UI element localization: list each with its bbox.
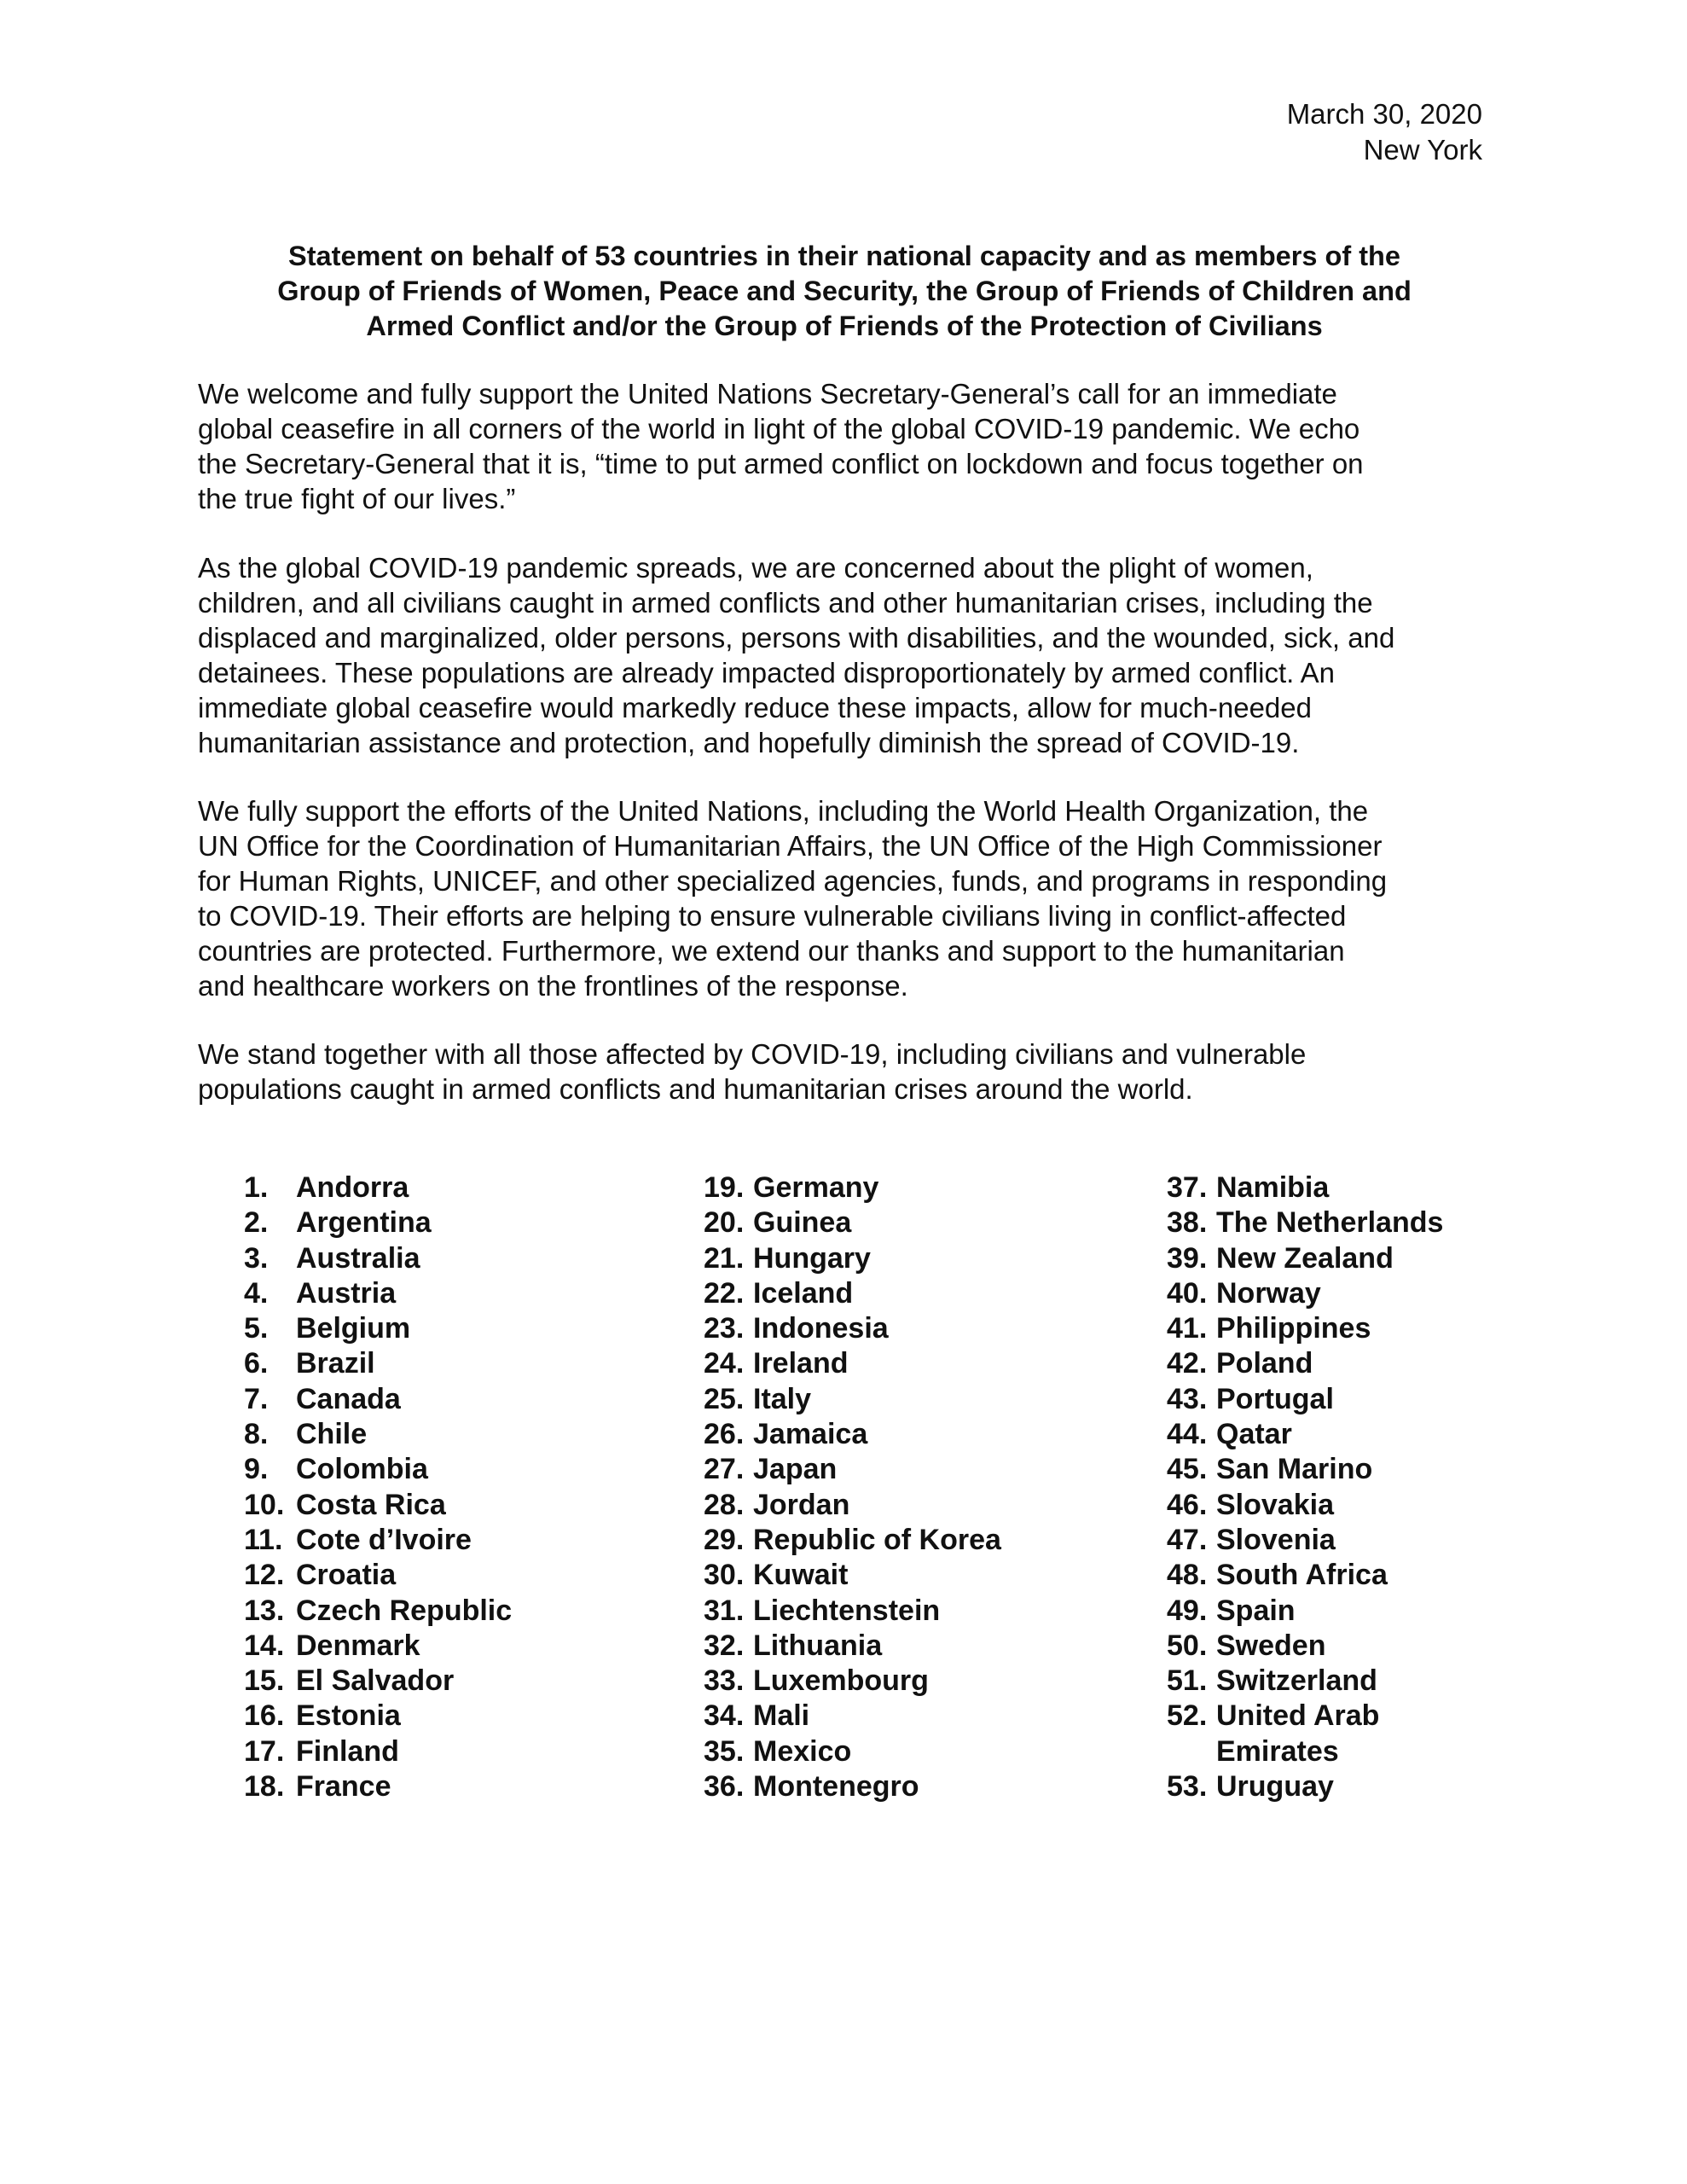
country-number: 34.	[704, 1699, 745, 1733]
paragraph-line: As the global COVID-19 pandemic spreads, we are concerned about the plight of women,	[198, 552, 1313, 584]
paragraph-line: immediate global ceasefire would markedly reduce these impacts, allow for much-needed	[198, 692, 1312, 723]
country-name-continuation: Emirates	[1216, 1734, 1339, 1768]
country-number: 3.	[244, 1241, 269, 1275]
country-name: Switzerland	[1216, 1664, 1377, 1698]
country-list-item	[244, 1205, 512, 1240]
country-number: 15.	[244, 1664, 285, 1698]
paragraph-line: We welcome and fully support the United Nations Secretary-General’s call for an immediate	[198, 378, 1337, 410]
country-number: 5.	[244, 1312, 269, 1345]
country-number: 38.	[1167, 1206, 1208, 1240]
country-number: 25.	[704, 1382, 745, 1415]
country-list-item	[1167, 1382, 1443, 1417]
date: March 30, 2020	[1286, 98, 1482, 130]
country-list-item	[1167, 1276, 1443, 1311]
country-list-item	[1167, 1664, 1443, 1699]
country-number: 40.	[1167, 1276, 1208, 1310]
country-name: Sweden	[1216, 1629, 1326, 1662]
country-name: Uruguay	[1216, 1770, 1334, 1804]
paragraph-line: humanitarian assistance and protection, and hopefully diminish the spread of COVID-19.	[198, 727, 1300, 758]
country-name: Liechtenstein	[753, 1594, 941, 1627]
country-number: 9.	[244, 1453, 269, 1486]
paragraph-line: UN Office for the Coordination of Humanitarian Affairs, the UN Office of the High Commissioner	[198, 830, 1383, 862]
country-number: 11.	[244, 1523, 283, 1556]
country-name: Czech Republic	[296, 1594, 513, 1627]
country-number: 16.	[244, 1699, 285, 1733]
country-name: Austria	[296, 1276, 397, 1310]
country-list-item	[244, 1488, 512, 1523]
country-list-item	[244, 1769, 512, 1804]
country-number: 49.	[1167, 1594, 1208, 1627]
country-name: Brazil	[296, 1347, 375, 1380]
country-list-item	[1167, 1558, 1443, 1593]
country-list-item	[704, 1382, 1001, 1417]
paragraph-line: populations caught in armed conflicts and humanitarian crises around the world.	[198, 1073, 1193, 1105]
paragraph-4	[198, 1037, 1511, 1107]
paragraph-line: We stand together with all those affected by COVID-19, including civilians and vulnerable	[198, 1038, 1307, 1070]
country-number: 36.	[704, 1770, 745, 1804]
country-number: 22.	[704, 1276, 745, 1310]
country-name: United Arab	[1216, 1699, 1380, 1733]
country-number: 8.	[244, 1418, 269, 1451]
country-name: Portugal	[1216, 1382, 1334, 1415]
country-list-item	[1167, 1311, 1443, 1346]
country-number: 51.	[1167, 1664, 1208, 1698]
country-list-item	[704, 1594, 1001, 1629]
country-list-item	[1167, 1699, 1443, 1734]
country-list-item	[244, 1699, 512, 1734]
country-name: Belgium	[296, 1312, 411, 1345]
country-name: Croatia	[296, 1559, 397, 1592]
country-list-item	[244, 1452, 512, 1487]
country-list-item	[244, 1311, 512, 1346]
country-name: Costa Rica	[296, 1488, 446, 1521]
country-list-item	[1167, 1523, 1443, 1558]
country-list-item	[1167, 1346, 1443, 1381]
country-name: Jordan	[753, 1488, 850, 1521]
country-name: Cote d’Ivoire	[296, 1523, 472, 1556]
paragraph-line: and healthcare workers on the frontlines of the response.	[198, 970, 908, 1002]
country-number: 46.	[1167, 1488, 1208, 1521]
country-number: 13.	[244, 1594, 285, 1627]
country-number: 17.	[244, 1734, 285, 1768]
country-name: Philippines	[1216, 1312, 1371, 1345]
country-list-item	[704, 1523, 1001, 1558]
country-name: Qatar	[1216, 1418, 1292, 1451]
country-name: Germany	[753, 1171, 879, 1204]
country-name: Montenegro	[753, 1770, 919, 1804]
country-number: 45.	[1167, 1453, 1208, 1486]
paragraph-line: We fully support the efforts of the United Nations, including the World Health Organization, the	[198, 795, 1369, 827]
country-list-item	[704, 1629, 1001, 1664]
country-list-item	[1167, 1452, 1443, 1487]
country-list-item	[1167, 1629, 1443, 1664]
country-name: San Marino	[1216, 1453, 1373, 1486]
paragraph-line: children, and all civilians caught in armed conflicts and other humanitarian crises, including the	[198, 587, 1373, 619]
country-name: Poland	[1216, 1347, 1313, 1380]
country-number: 21.	[704, 1241, 745, 1275]
country-number: 29.	[704, 1523, 745, 1556]
country-list-item	[1167, 1417, 1443, 1452]
country-name: Mexico	[753, 1734, 852, 1768]
country-list-item	[704, 1452, 1001, 1487]
title-line: Statement on behalf of 53 countries in their national capacity and as members of the	[288, 241, 1400, 271]
country-list-item	[1167, 1241, 1443, 1276]
country-name: Australia	[296, 1241, 420, 1275]
country-name: Guinea	[753, 1206, 852, 1240]
country-list-item	[244, 1346, 512, 1381]
country-number: 32.	[704, 1629, 745, 1662]
country-name: El Salvador	[296, 1664, 455, 1698]
country-name: Iceland	[753, 1276, 854, 1310]
country-number: 35.	[704, 1734, 745, 1768]
country-name: Namibia	[1216, 1171, 1330, 1204]
country-number: 26.	[704, 1418, 745, 1451]
country-list-item	[244, 1558, 512, 1593]
country-name: The Netherlands	[1216, 1206, 1444, 1240]
country-number: 48.	[1167, 1559, 1208, 1592]
dateline	[1287, 96, 1482, 168]
country-list-item	[704, 1417, 1001, 1452]
country-number: 30.	[704, 1559, 745, 1592]
paragraph-line: the Secretary-General that it is, “time to put armed conflict on lockdown and focus together on	[198, 448, 1364, 479]
country-list-item	[244, 1382, 512, 1417]
country-name: Lithuania	[753, 1629, 883, 1662]
country-list-item	[704, 1488, 1001, 1523]
country-name: Chile	[296, 1418, 368, 1451]
country-number: 50.	[1167, 1629, 1208, 1662]
statement-title	[196, 239, 1493, 344]
country-list-column-2	[704, 1170, 1001, 1804]
country-list-item	[704, 1170, 1001, 1205]
country-name: Luxembourg	[753, 1664, 929, 1698]
country-number: 43.	[1167, 1382, 1208, 1415]
country-list-item	[704, 1699, 1001, 1734]
country-number: 10.	[244, 1488, 285, 1521]
country-number: 44.	[1167, 1418, 1208, 1451]
paragraph-2	[198, 550, 1511, 760]
country-name: Hungary	[753, 1241, 871, 1275]
country-number: 19.	[704, 1171, 745, 1204]
country-list-item	[244, 1664, 512, 1699]
paragraph-line: displaced and marginalized, older persons, persons with disabilities, and the wounded, sick, and	[198, 622, 1395, 653]
country-number: 14.	[244, 1629, 285, 1662]
country-number: 33.	[704, 1664, 745, 1698]
country-name: New Zealand	[1216, 1241, 1394, 1275]
country-list-item	[704, 1205, 1001, 1240]
country-list-item	[1167, 1488, 1443, 1523]
country-list-item	[244, 1241, 512, 1276]
country-name: South Africa	[1216, 1559, 1388, 1592]
country-name: Japan	[753, 1453, 838, 1486]
paragraph-line: countries are protected. Furthermore, we extend our thanks and support to the humanitarian	[198, 935, 1345, 967]
country-number: 53.	[1167, 1770, 1208, 1804]
country-list-item	[1167, 1170, 1443, 1205]
paragraph-line: for Human Rights, UNICEF, and other specialized agencies, funds, and programs in responding	[198, 865, 1388, 897]
country-name: Kuwait	[753, 1559, 849, 1592]
country-name: Argentina	[296, 1206, 432, 1240]
country-number: 42.	[1167, 1347, 1208, 1380]
country-number: 52.	[1167, 1699, 1208, 1733]
country-number: 41.	[1167, 1312, 1208, 1345]
country-list-item	[704, 1276, 1001, 1311]
country-list-item	[1167, 1594, 1443, 1629]
country-name: Slovakia	[1216, 1488, 1334, 1521]
country-number: 2.	[244, 1206, 269, 1240]
country-name: Finland	[296, 1734, 399, 1768]
country-number: 24.	[704, 1347, 745, 1380]
country-name: Mali	[753, 1699, 810, 1733]
country-name: Colombia	[296, 1453, 428, 1486]
country-number: 12.	[244, 1559, 285, 1592]
country-name: Italy	[753, 1382, 812, 1415]
country-list-item	[704, 1558, 1001, 1593]
country-name: Indonesia	[753, 1312, 889, 1345]
country-list-item	[244, 1734, 512, 1769]
country-name: Spain	[1216, 1594, 1296, 1627]
country-number: 31.	[704, 1594, 745, 1627]
paragraph-3	[198, 793, 1511, 1003]
country-list-item	[1167, 1769, 1443, 1804]
country-list-item	[704, 1311, 1001, 1346]
country-list-item	[704, 1769, 1001, 1804]
country-name: Slovenia	[1216, 1523, 1336, 1556]
paragraph-line: the true fight of our lives.”	[198, 483, 516, 514]
country-list-column-3	[1167, 1170, 1443, 1804]
country-number: 37.	[1167, 1171, 1208, 1204]
country-list-item	[704, 1346, 1001, 1381]
title-line: Group of Friends of Women, Peace and Security, the Group of Friends of Children and	[277, 276, 1412, 306]
country-name: Ireland	[753, 1347, 849, 1380]
country-number: 28.	[704, 1488, 745, 1521]
country-name: Estonia	[296, 1699, 401, 1733]
title-line: Armed Conflict and/or the Group of Friends of the Protection of Civilians	[366, 311, 1323, 341]
country-name: Republic of Korea	[753, 1523, 1001, 1556]
country-number: 39.	[1167, 1241, 1208, 1275]
paragraph-line: global ceasefire in all corners of the world in light of the global COVID-19 pandemic. We echo	[198, 413, 1360, 444]
paragraph-1	[198, 376, 1511, 516]
country-list-item	[244, 1170, 512, 1205]
country-list-item	[244, 1276, 512, 1311]
country-number: 47.	[1167, 1523, 1208, 1556]
country-list-item	[704, 1664, 1001, 1699]
country-number: 23.	[704, 1312, 745, 1345]
country-list-item	[244, 1629, 512, 1664]
country-list-item	[244, 1594, 512, 1629]
country-name: Jamaica	[753, 1418, 868, 1451]
country-name: Denmark	[296, 1629, 420, 1662]
country-number: 4.	[244, 1276, 269, 1310]
paragraph-line: detainees. These populations are already impacted disproportionately by armed conflict. An	[198, 657, 1336, 688]
country-number: 20.	[704, 1206, 745, 1240]
country-number: 6.	[244, 1347, 269, 1380]
country-number: 7.	[244, 1382, 269, 1415]
country-list-item	[704, 1241, 1001, 1276]
country-name: Andorra	[296, 1171, 409, 1204]
country-list-item	[704, 1734, 1001, 1769]
country-name: France	[296, 1770, 391, 1804]
location: New York	[1363, 134, 1482, 166]
country-list-item	[244, 1417, 512, 1452]
country-name: Norway	[1216, 1276, 1321, 1310]
country-list-item	[1167, 1205, 1443, 1240]
country-name: Canada	[296, 1382, 401, 1415]
country-list-item	[244, 1523, 512, 1558]
country-list-column-1	[244, 1170, 512, 1804]
paragraph-line: to COVID-19. Their efforts are helping to ensure vulnerable civilians living in conflict-affected	[198, 900, 1347, 932]
country-number: 18.	[244, 1770, 285, 1804]
country-number: 1.	[244, 1171, 269, 1204]
country-number: 27.	[704, 1453, 745, 1486]
